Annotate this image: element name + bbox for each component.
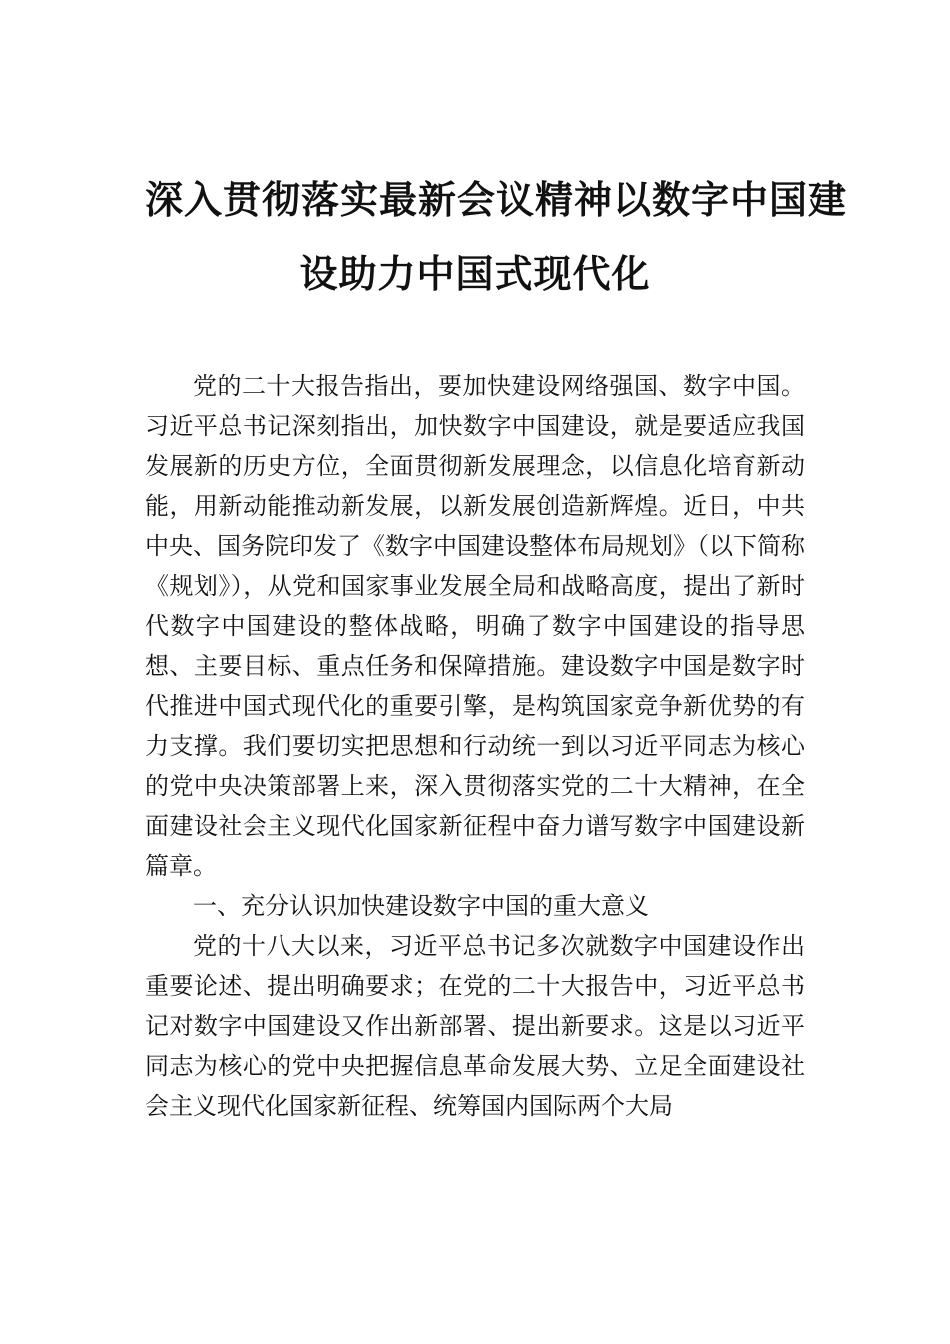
paragraph-intro: 党的二十大报告指出，要加快建设网络强国、数字中国。习近平总书记深刻指出，加快数字中国建设，就是要适应我国发展新的历史方位，全面贯彻新发展理念，以信息化培育新动能，用新动能推动新发展，以新发展创造新辉煌。近日，中共中央、国务院印发了《数字中国建设整体布局规划》（以下简称《规划》），从党和国家事业发展全局和战略高度，提出了新时代数字中国建设的整体战略，明确了数字中国建设的指导思想、主要目标、重点任务和保障措施。建设数字中国是数字时代推进中国式现代化的重要引擎，是构筑国家竞争新优势的有力支撑。我们要切实把思想和行动统一到以习近平同志为核心的党中央决策部署上来，深入贯彻落实党的二十大精神，在全面建设社会主义现代化国家新征程中奋力谱写数字中国建设新篇章。 xyxy=(145,372,805,880)
document-title-line-1: 深入贯彻落实最新会议精神以数字中国建 xyxy=(145,178,848,222)
section-heading-1: 一、充分认识加快建设数字中国的重大意义 xyxy=(193,892,649,920)
paragraph-section-1: 党的十八大以来，习近平总书记多次就数字中国建设作出重要论述、提出明确要求；在党的二十大报告中，习近平总书记对数字中国建设又作出新部署、提出新要求。这是以习近平同志为核心的党中央把握信息革命发展大势、立足全面建设社会主义现代化国家新征程、统筹国内国际两个大局 xyxy=(145,932,805,1120)
document-body xyxy=(145,366,805,1126)
document-title-line-2: 设助力中国式现代化 xyxy=(299,252,651,296)
